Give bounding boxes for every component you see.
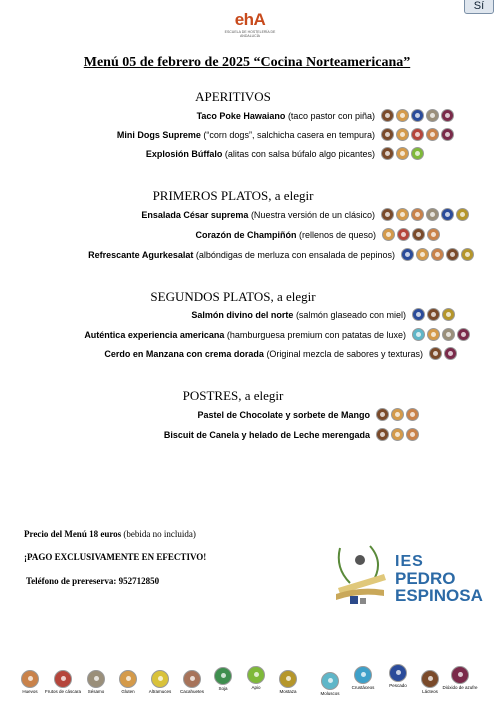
legend-label: Crustáceos	[351, 684, 375, 690]
gluten-icon	[391, 428, 404, 441]
gluten-icon	[396, 147, 409, 160]
dish-line	[104, 349, 423, 359]
gluten-icon	[119, 670, 137, 688]
legend-label: Sésamo	[87, 688, 105, 694]
dish-name: Mini Dogs Supreme	[116, 130, 201, 140]
huevos-icon	[431, 248, 444, 261]
gluten-icon	[391, 408, 404, 421]
sulfitos-icon	[441, 109, 454, 122]
lacteos-icon	[446, 248, 459, 261]
cacahuetes-icon	[183, 670, 201, 688]
dish-line	[84, 330, 406, 340]
mostaza-icon	[461, 248, 474, 261]
lacteos-icon	[381, 128, 394, 141]
lacteos-icon	[429, 347, 442, 360]
legend-item-sulfitos	[440, 664, 480, 690]
apio-icon	[247, 666, 265, 684]
crustaceos-icon	[354, 666, 372, 684]
dish-name: Explosión Búffalo	[145, 149, 223, 159]
allergen-icons	[401, 248, 474, 261]
legend-item-crustaceos	[343, 664, 383, 690]
allergen-icons	[376, 408, 419, 421]
allergen-icons	[412, 308, 455, 321]
ies-emblem-icon	[330, 538, 392, 608]
lacteos-icon	[381, 147, 394, 160]
pescado-icon	[441, 208, 454, 221]
lacteos-icon	[412, 228, 425, 241]
gluten-icon	[396, 208, 409, 221]
section-heading: SEGUNDOS PLATOS, a elegir	[150, 289, 316, 304]
legend-label: Dióxido de azufre	[442, 684, 478, 690]
dish-line	[164, 430, 370, 440]
dish-description: (taco pastor con piña)	[285, 111, 375, 121]
sulfitos-icon	[444, 347, 457, 360]
dish-name: Biscuit de Canela y helado de Leche merengada	[163, 430, 370, 440]
mostaza-icon	[442, 308, 455, 321]
allergen-icons	[381, 208, 469, 221]
legend-label: Lácteos	[422, 688, 438, 694]
allergen-legend	[0, 668, 494, 708]
allergen-icons	[381, 109, 454, 122]
dish-name: Refrescante Agurkesalat	[88, 250, 194, 260]
dish-name: Auténtica experiencia americana	[84, 330, 225, 340]
legend-label: Gluten	[121, 688, 135, 694]
allergen-icons	[376, 428, 419, 441]
frutos-icon	[54, 670, 72, 688]
dish-description: (alitas con salsa búfalo algo picantes)	[222, 149, 375, 159]
dish-line	[141, 210, 375, 220]
legend-label: Frutos de cáscara	[44, 688, 81, 694]
corner-button[interactable]: Sí	[464, 0, 494, 14]
pescado-icon	[401, 248, 414, 261]
dish-description: (salmón glaseado con miel)	[293, 310, 406, 320]
gluten-icon	[416, 248, 429, 261]
sesamo-icon	[442, 328, 455, 341]
phone-number: Teléfono de prereserva: 952712850	[26, 576, 160, 586]
dish-name: Cerdo en Manzana con crema dorada	[104, 349, 264, 359]
dish-description: (rellenos de queso)	[296, 230, 376, 240]
legend-label: Apio	[251, 684, 261, 690]
legend-label: Mostaza	[279, 688, 297, 694]
moluscos-icon	[412, 328, 425, 341]
school-logo-subtitle: ESCUELA DE HOSTELERÍA DE ANDALUCÍA	[224, 30, 276, 38]
mostaza-icon	[279, 670, 297, 688]
allergen-icons	[412, 328, 470, 341]
sulfitos-icon	[451, 666, 469, 684]
lacteos-icon	[427, 308, 440, 321]
legend-label: Pescado	[389, 682, 407, 688]
altramuces-icon	[151, 670, 169, 688]
lacteos-icon	[381, 208, 394, 221]
pescado-icon	[411, 109, 424, 122]
sulfitos-icon	[441, 128, 454, 141]
dish-line	[191, 310, 406, 320]
dish-line	[197, 111, 375, 121]
school-logo-mark: ehA	[234, 10, 266, 29]
mostaza-icon	[456, 208, 469, 221]
price-note: (bebida no incluida)	[121, 529, 196, 539]
sesamo-icon	[426, 109, 439, 122]
huevos-icon	[21, 670, 39, 688]
sesamo-icon	[87, 670, 105, 688]
allergen-icons	[382, 228, 440, 241]
moluscos-icon	[321, 672, 339, 690]
dish-line	[146, 149, 375, 159]
huevos-icon	[426, 128, 439, 141]
legend-label: Cacahuetes	[179, 688, 205, 694]
legend-label: Huevos	[22, 688, 38, 694]
dish-name: Corazón de Champiñón	[195, 230, 297, 240]
huevos-icon	[411, 208, 424, 221]
menu-title: Menú 05 de febrero de 2025 “Cocina Norteamericana”	[83, 55, 411, 70]
huevos-icon	[406, 428, 419, 441]
legend-label: Altramuces	[148, 688, 172, 694]
dish-name: Salmón divino del norte	[191, 310, 294, 320]
ies-line2: PEDRO	[395, 569, 456, 588]
lacteos-icon	[376, 408, 389, 421]
ies-line1: IES	[395, 553, 424, 570]
pescado-icon	[412, 308, 425, 321]
gluten-icon	[396, 128, 409, 141]
dish-line	[197, 410, 370, 420]
lacteos-icon	[421, 670, 439, 688]
huevos-icon	[427, 228, 440, 241]
apio-icon	[411, 147, 424, 160]
dish-line	[195, 230, 376, 240]
dish-description: (Nuestra versión de un clásico)	[248, 210, 375, 220]
lacteos-icon	[381, 109, 394, 122]
lacteos-icon	[376, 428, 389, 441]
dish-line	[88, 250, 395, 260]
price-label: Precio del Menú 18 euros	[24, 529, 122, 539]
dish-description: (Original mezcla de sabores y texturas)	[263, 349, 423, 359]
allergen-icons	[381, 128, 454, 141]
price-line	[24, 529, 196, 539]
dish-name: Taco Poke Hawaiano	[196, 111, 286, 121]
soja-icon	[214, 667, 232, 685]
section-heading: POSTRES, a elegir	[182, 388, 284, 403]
gluten-icon	[427, 328, 440, 341]
dish-description: (hamburguesa premium con patatas de luxe)	[224, 330, 406, 340]
section-heading: APERITIVOS	[195, 89, 271, 104]
pescado-icon	[389, 664, 407, 682]
sulfitos-icon	[457, 328, 470, 341]
dish-line	[117, 130, 375, 140]
dish-name: Pastel de Chocolate y sorbete de Mango	[197, 410, 370, 420]
gluten-icon	[382, 228, 395, 241]
ies-line3: ESPINOSA	[395, 586, 483, 605]
legend-item-mostaza	[268, 668, 308, 694]
legend-label: Moluscos	[320, 690, 340, 696]
frutos-icon	[397, 228, 410, 241]
huevos-icon	[406, 408, 419, 421]
payment-notice: ¡PAGO EXCLUSIVAMENTE EN EFECTIVO!	[24, 552, 207, 562]
allergen-icons	[429, 347, 457, 360]
ies-wordmark	[395, 553, 483, 604]
school-logo	[220, 10, 280, 50]
dish-name: Ensalada César suprema	[141, 210, 249, 220]
sesamo-icon	[426, 208, 439, 221]
dish-description: (albóndigas de merluza con ensalada de pepinos)	[193, 250, 395, 260]
gluten-icon	[396, 109, 409, 122]
dish-description: (“corn dogs”, salchicha casera en tempura)	[200, 130, 375, 140]
legend-label: Soja	[218, 685, 228, 691]
frutos-icon	[411, 128, 424, 141]
section-heading: PRIMEROS PLATOS, a elegir	[152, 188, 314, 203]
allergen-icons	[381, 147, 424, 160]
